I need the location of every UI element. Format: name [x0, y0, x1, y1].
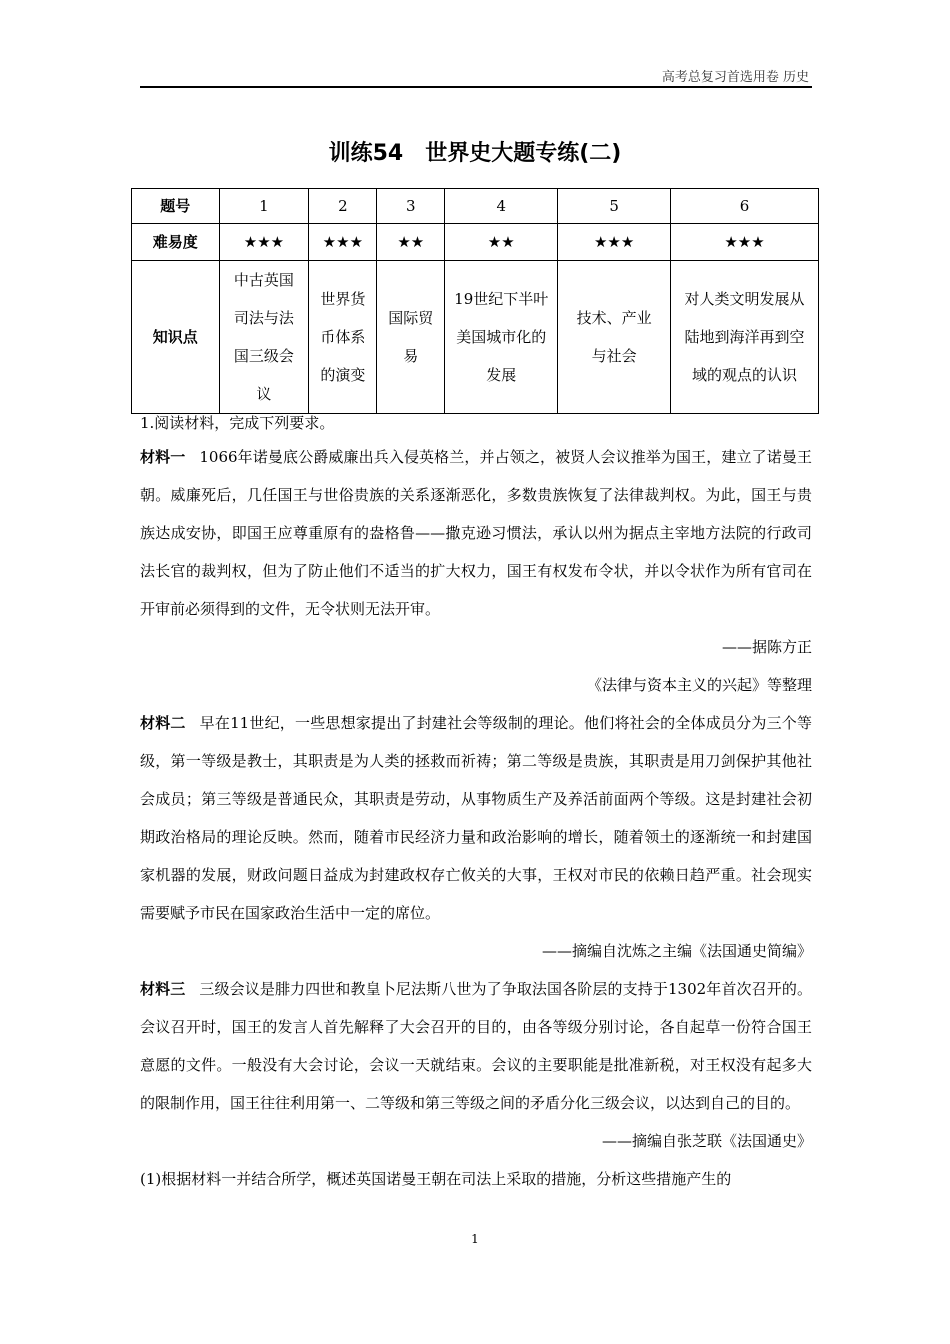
material-source: ——据陈方正	[721, 638, 812, 656]
running-header: 高考总复习首选用卷 历史	[661, 70, 809, 85]
col-number: 2	[309, 189, 377, 224]
topic-cell	[219, 261, 309, 414]
material-text: 1066年诺曼底公爵威廉出兵入侵英格兰，并占领之，被贤人会议推举为国王，建立了诺曼王朝。威廉死后，几任国王与世俗贵族的关系逐渐恶化，多数贵族恢复了法律裁判权。为此，国王与贵族达成安协，即国王应尊重原有的盎格鲁——撒克逊习惯法，承认以州为据点主宰地方法院的行政司法长官的裁判权，但为了防止他们不适当的扩大权力，国王有权发布令状，并以令状作为所有官司在开审前必须得到的文件，无令状则无法开审。	[140, 448, 812, 618]
topic-text: 19世纪下半叶美国城市化的发展	[454, 290, 549, 384]
difficulty-stars: ★★★	[219, 224, 309, 261]
col-number: 5	[558, 189, 671, 224]
question-body	[140, 408, 812, 1198]
material-source: 《法律与资本主义的兴起》等整理	[586, 676, 812, 694]
topic-text: 技术、产业与社会	[576, 309, 652, 365]
material-label: 材料二	[140, 714, 186, 732]
row-label-difficulty: 难易度	[132, 224, 220, 261]
page-title: 训练54 世界史大题专练(二)	[328, 141, 622, 166]
topic-text: 国际贸易	[388, 309, 434, 365]
header-rule	[140, 86, 812, 88]
topic-cell	[671, 261, 819, 414]
difficulty-stars: ★★	[377, 224, 445, 261]
table-row	[132, 261, 819, 414]
topic-cell	[377, 261, 445, 414]
row-label-number: 题号	[132, 189, 220, 224]
col-number: 4	[445, 189, 558, 224]
material-text: 早在11世纪，一些思想家提出了封建社会等级制的理论。他们将社会的全体成员分为三个等级，第一等级是教士，其职责是为人类的拯救而祈祷；第二等级是贵族，其职责是用刀剑保护其他社会成员；第三等级是普通民众，其职责是劳动，从事物质生产及养活前面两个等级。这是封建社会初期政治格局的理论反映。然而，随着市民经济力量和政治影响的增长，随着领土的逐渐统一和封建国家机器的发展，财政问题日益成为封建政权存亡攸关的大事，王权对市民的依赖日趋严重。社会现实需要赋予市民在国家政治生活中一定的席位。	[140, 714, 812, 922]
topic-cell	[558, 261, 671, 414]
topic-text: 世界货币体系的演变	[320, 290, 366, 384]
page-number: 1	[471, 1232, 479, 1246]
material-1	[140, 438, 812, 628]
material-3	[140, 970, 812, 1122]
col-number: 3	[377, 189, 445, 224]
table-row	[132, 224, 819, 261]
difficulty-stars: ★★★	[671, 224, 819, 261]
table-row	[132, 189, 819, 224]
material-text: 三级会议是腓力四世和教皇卜尼法斯八世为了争取法国各阶层的支持于1302年首次召开的。会议召开时，国王的发言人首先解释了大会召开的目的，由各等级分别讨论，各自起草一份符合国王意愿的文件。一般没有大会讨论，会议一天就结束。会议的主要职能是批准新税，对王权没有起多大的限制作用，国王往往利用第一、二等级和第三等级之间的矛盾分化三级会议，以达到自己的目的。	[140, 980, 812, 1112]
info-table	[131, 188, 819, 414]
difficulty-stars: ★★	[445, 224, 558, 261]
sub-question-1: (1)根据材料一并结合所学，概述英国诺曼王朝在司法上采取的措施，分析这些措施产生的	[140, 1170, 732, 1188]
question-intro: 1.阅读材料，完成下列要求。	[140, 414, 335, 432]
col-number: 6	[671, 189, 819, 224]
material-label: 材料三	[140, 980, 186, 998]
col-number: 1	[219, 189, 309, 224]
topic-text: 中古英国司法与法国三级会议	[233, 271, 294, 403]
topic-text: 对人类文明发展从陆地到海洋再到空域的观点的认识	[684, 290, 805, 384]
topic-cell	[309, 261, 377, 414]
material-source: ——摘编自沈炼之主编《法国通史简编》	[541, 942, 812, 960]
material-2	[140, 704, 812, 932]
row-label-topic: 知识点	[132, 261, 220, 414]
material-label: 材料一	[140, 448, 186, 466]
difficulty-stars: ★★★	[558, 224, 671, 261]
topic-cell	[445, 261, 558, 414]
material-source: ——摘编自张芝联《法国通史》	[601, 1132, 812, 1150]
difficulty-stars: ★★★	[309, 224, 377, 261]
